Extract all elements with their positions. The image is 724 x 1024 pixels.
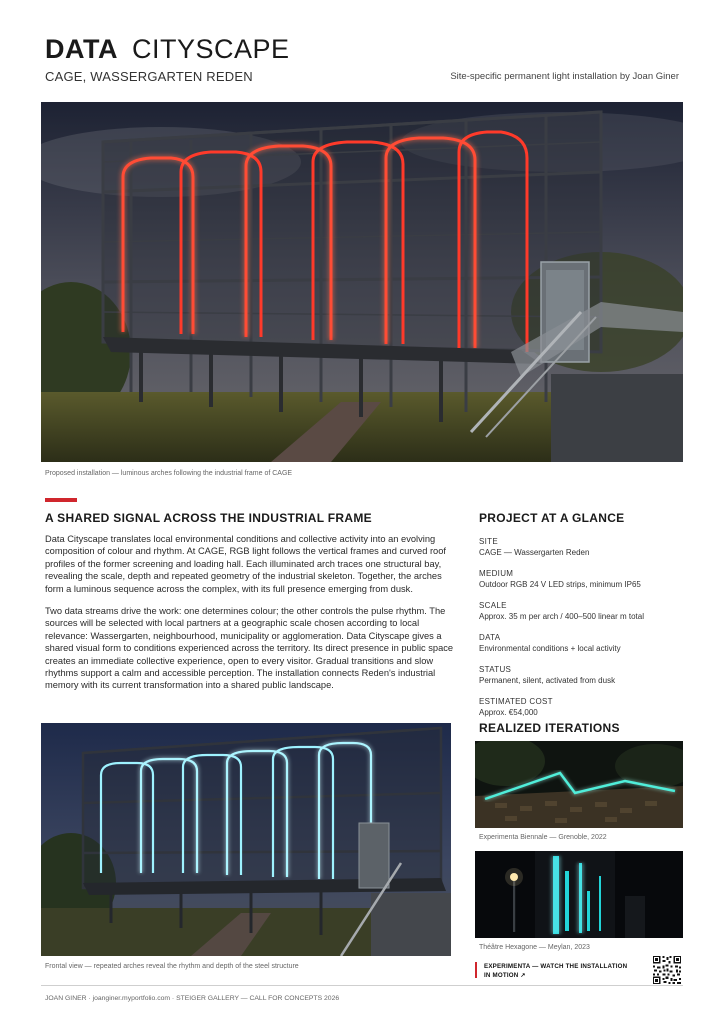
glance-item-scale (479, 600, 689, 622)
glance-item-status (479, 664, 689, 686)
glance-item-site (479, 536, 689, 558)
glance-item-medium (479, 568, 689, 590)
iteration-caption-meylan: Théâtre Hexagone — Meylan, 2023 (479, 944, 590, 951)
title-light: CITYSCAPE (131, 34, 290, 64)
byline: Site-specific permanent light installation by Joan Giner (450, 71, 679, 82)
intro-body (45, 533, 455, 702)
hero-image (41, 102, 683, 462)
iteration-caption-grenoble: Experimenta Biennale — Grenoble, 2022 (479, 834, 607, 841)
iteration-image-grenoble (475, 741, 683, 828)
glance-label: ESTIMATED COST (479, 697, 553, 706)
page-subtitle: CAGE, WASSERGARTEN REDEN (45, 69, 253, 84)
qr-code-icon[interactable] (652, 955, 682, 985)
frontal-image (41, 723, 451, 956)
glance-value: Approx. 35 m per arch / 400–500 linear m total (479, 612, 644, 621)
footer-text: JOAN GINER · joanginer.myportfolio.com · STEIGER GALLERY — CALL FOR CONCEPTS 2026 (45, 995, 340, 1002)
intro-paragraph-2: Two data streams drive the work: one determines colour; the other controls the pulse rhythm. The sources will be selected with local partners at a geographic scale chosen according to local relevance: Wassergarten, neighbourhood, municipality or agglomeration. Data Cityscape gives a shared visual form to conditions experienced across the territory. Its direct presence in public space creates an immediate collective experience, open to every visitor. Gradual transitions and slow rhythms support a calm and accessible perception. The installation connects Reden's industrial memory with its current transformation into a shared public landscape. (45, 606, 454, 691)
frontal-caption: Frontal view — repeated arches reveal the rhythm and depth of the steel structure (45, 963, 299, 970)
glance-item-cost (479, 696, 689, 718)
page-title (45, 34, 290, 65)
glance-label: DATA (479, 633, 501, 642)
glance-heading: PROJECT AT A GLANCE (479, 511, 625, 525)
glance-list (479, 536, 689, 728)
glance-value: Environmental conditions + local activity (479, 644, 621, 653)
experimenta-video-link[interactable]: EXPERIMENTA — WATCH THE INSTALLATION IN MOTION ↗ (484, 963, 628, 979)
accent-bar (45, 498, 77, 502)
glance-value: Approx. €54,000 (479, 708, 538, 717)
iteration-image-meylan (475, 851, 683, 938)
footer-divider (41, 985, 683, 986)
glance-label: STATUS (479, 665, 512, 674)
title-bold: DATA (45, 34, 118, 64)
glance-label: SCALE (479, 601, 507, 610)
glance-label: SITE (479, 537, 498, 546)
iterations-heading: REALIZED ITERATIONS (479, 721, 620, 735)
intro-heading: A SHARED SIGNAL ACROSS THE INDUSTRIAL FRAME (45, 511, 372, 525)
glance-value: CAGE — Wassergarten Reden (479, 548, 590, 557)
glance-label: MEDIUM (479, 569, 514, 578)
intro-paragraph-1: Data Cityscape translates local environmental conditions and collective activity into an evolving composition of colour and rhythm. At CAGE, RGB light follows the vertical frames and curved roof profiles of the former screening and loading hall. Each illuminated arch traces one structural bay, revealing the scale, depth and repeated geometry of the industrial skeleton. Together, the arches form a luminous sequence across the complex, with its full presence emerging from dusk. (45, 534, 446, 594)
hero-caption: Proposed installation — luminous arches following the industrial frame of CAGE (45, 470, 293, 477)
glance-value: Permanent, silent, activated from dusk (479, 676, 616, 685)
link-accent-bar (475, 962, 477, 978)
glance-value: Outdoor RGB 24 V LED strips, minimum IP65 (479, 580, 641, 589)
glance-item-data (479, 632, 689, 654)
